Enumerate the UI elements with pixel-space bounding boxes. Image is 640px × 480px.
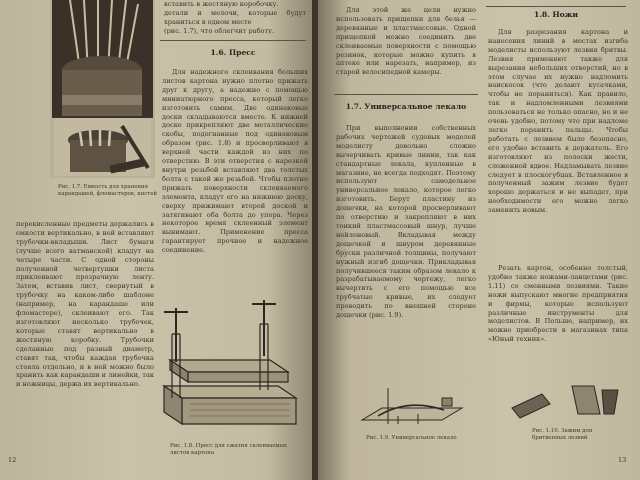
left-body-right-column: Для надежного склеивания больших листов картона нужно плотно прижать друг к другу, а надежно с помощью миниатюрного пресса, который легко изготовить самим. Две одинаковые доски складываются вместе. К нижней доске прикрепляют две металлические скобы, подогнанные под одинаковым образом (рис. 1.8) и просверливают в верхней части каждой из них по отверстию. В эти отверстия с нарезкой внутри резьбой вставляют два толстых болта с такой же резьбой. Чтобы плотно прижать поверхности склеиваемого элемента, кладут его на нижнюю доску, сверху прижимают второй доской и затягивают оба болта до упора. Через некоторое время склеенный элемент вынимают. Применение пресса гарантирует прочное и надежное соединение. [162,68,308,255]
right-col2-body-2: Резать картон, особенно толстый, удобно также ножами-ланцетами (рис. 1.11) со сменными лезвиями. Такие ножи выпускают многие предприятия и фирмы, которые используют различные инструменты для моделистов. В Польше, например, их можно приобрести в магазинах типа «Юный техник». [488,264,628,344]
section-heading-1-8: 1.8. Ножи [533,10,579,19]
left-body-left-column: перекисленные предметы держались в емкости вертикально, в ней вставляют трубочки-вкладыши. Лист бумаги (лучше всего ватманской) кладут на четыре части. С одной стороны полученной четвертушки листа приклеивают прозрачную ленту. Затем, вставив лист, свернутый в трубочку на каком-либо шаблоне (например, на карандаше или фломастере), склеивают его. Так изготовляют несколько трубочек, которые ставят вертикально в жестяную коробку. Трубочки сделанные под разный диаметр, ставят так, чтобы каждая трубочка стояла отдельно, и в ней можно было хранить как карандаши и линейки, так и ножницы, держа их вертикально. [16,220,154,389]
figure-1-10-blade-holder [502,380,622,424]
right-page [318,0,640,480]
right-col1-top-text: Для этой же цели нужно использовать прищепки для белья — деревянные и пластмассовые. Одной прищепкой можно соединить две склеиваемые поверхности с помощью резинок, которые можно купить в аптеке или нарезать, например, из старой велосипедной камеры. [336,6,476,76]
divider-1-8 [486,6,626,7]
figure-1-8-press-drawing [150,300,300,440]
section-heading-1-6: 1.6. Пресс [210,48,256,57]
divider-1-6 [160,40,306,41]
figure-1-9-curve-template [358,380,468,432]
left-top-text: вставить в жестяную коробочку. детали и мелочи, которые будут храниться в одном месте (рис. 1.7), что облегчит работу. [164,0,306,34]
caption-figure-1-7: Рис. 1.7. Емкость для хранения карандашей, фломастеров, кистей [58,184,157,197]
right-col1-body: При выполнении собственных рабочих чертежей судовых моделей моделисту довольно сложно вычерчивать кривые линии, так как стандартные лекала, купленные в магазине, не всегда подходят. Поэтому используют самодельное универсальное лекало, которое легко изготовить. Берут пластину из дощечки, на которой просверливают по отверстию и закрепляют в них тонкий пластмассовый шнур, лучше нейлоновый. Вкладывая между дощечкой и шнуром деревянные бруски различной толщины, получают нужный изгиб дощечки. Прикладывая получившееся таким образом лекало к разрабатываемому чертежу, легко вычертить с его помощью все трубчатые кривые, их следует проводить по внешней стороне дощечки (рис. 1.9). [336,124,476,320]
caption-figure-1-9: Рис. 1.9. Универсальное лекало [366,435,457,441]
left-page [0,0,314,480]
page-number-right: 13 [618,456,627,464]
caption-figure-1-10: Рис. 1.10. Зажим для бритвенных лезвий [532,428,593,441]
figure-1-7-photo [50,0,155,178]
right-col2-body: Для разрезания картона и нанесения линий в местах изгиба моделисты используют лезвия бритвы. Лезвия применяют также для вырезания небольших отверстий, но в этом случае их нужно надломить наискосок (что делают кусачками, чтобы не пораниться). Как правило, так и надломленными лезвиями пользоваться не только опасно, но и не очень удобно, потому что при надломе легко поранить пальцы. Чтобы работать с лезвием было безопасно, его удобно вставить в держатель. Его изготовляют из полоски жести, сложенной вдвое. Надламывать лезвие следует в плоскогубцах. Вставленное в полученный зажим лезвие будет хорошо держаться и не выпадет, при необходимости его можно легко заменить новым. [488,28,628,215]
page-number-left: 12 [8,456,17,464]
caption-figure-1-8: Рис. 1.8. Пресс для сжатия склеиваемых листов картона [170,443,288,456]
section-heading-1-7: 1.7. Универсальное лекало [345,102,467,111]
divider-1-7 [334,94,478,95]
